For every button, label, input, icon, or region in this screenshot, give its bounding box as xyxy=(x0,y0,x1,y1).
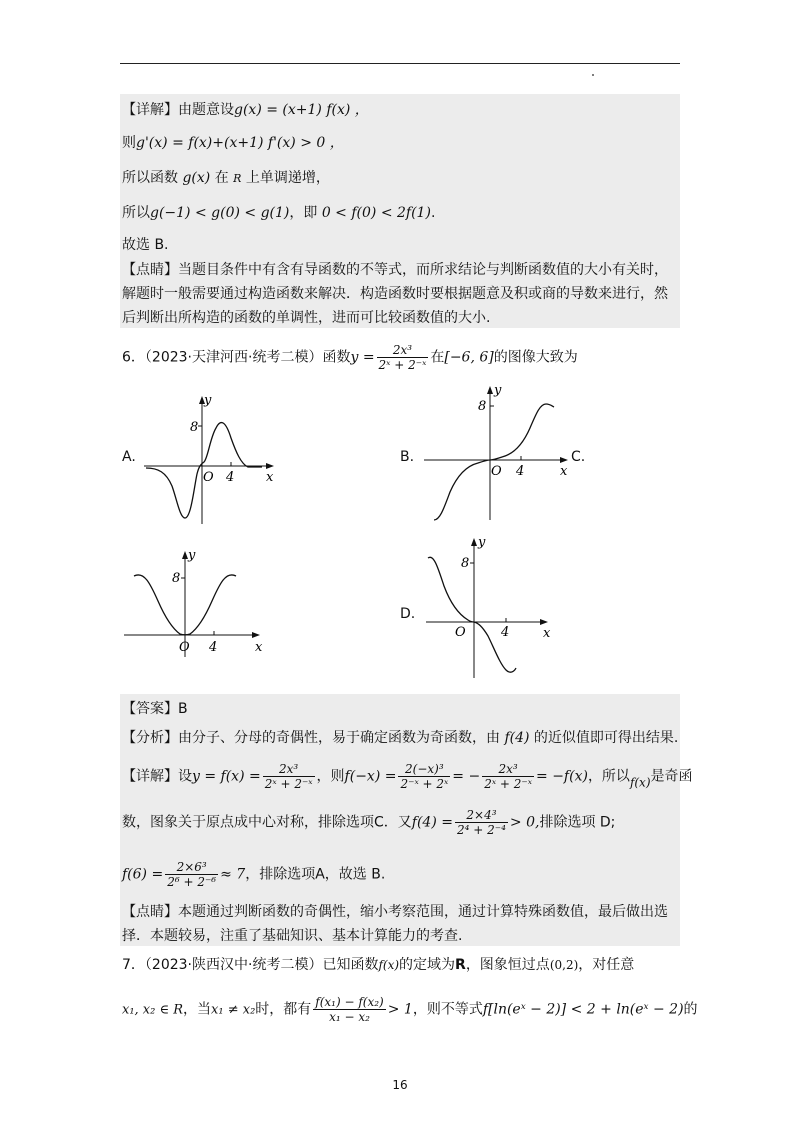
x-arrow-icon xyxy=(560,457,568,463)
question-number: 6． xyxy=(122,349,145,366)
detail6-line1: 【详解】设y = f(x) = $\frac{\text{2x³}}{\text{2ˣ + 2⁻ˣ}}$ ，则f(−x) = $\frac{\text{2(−x)³}}{\text{2⁻ˣ + 2ˣ}}$ = − $\frac{\text{2x³}}{\text{2ˣ + 2⁻ˣ}}$ = −f(x)，所以f(x)是奇函 xyxy=(122,762,693,791)
svg-text:y: y xyxy=(188,548,196,563)
option-b-label: B. xyxy=(400,449,415,465)
g-definition: g(x) = (x+1) f(x) ， xyxy=(234,102,369,118)
sol5-line4: 所以g(−1) < g(0) < g(1)，即 0 < f(0) < 2f(1). xyxy=(122,205,436,221)
svg-text:O: O xyxy=(203,470,214,485)
curve-d xyxy=(428,557,516,672)
question6: 6．（2023·天津河西·统考二模）函数y = $\frac{\text{2x³}}{\text{2ˣ + 2⁻ˣ}}$ 在[−6, 6]的图像大致为 xyxy=(122,343,578,372)
detail-tag: 【详解】 xyxy=(122,102,178,118)
svg-text:4: 4 xyxy=(226,470,235,485)
x-arrow-icon xyxy=(540,619,548,625)
option-a-label: A. xyxy=(122,449,136,465)
note-tag: 【点睛】 xyxy=(122,904,178,920)
y-arrow-icon xyxy=(487,386,493,394)
svg-text:O: O xyxy=(491,464,502,479)
question-source: （2023·天津河西·统考二模） xyxy=(144,349,323,366)
sol5-line1: 【详解】由题意设g(x) = (x+1) f(x) ， xyxy=(122,102,369,118)
svg-text:4: 4 xyxy=(501,625,510,640)
svg-text:8: 8 xyxy=(172,571,181,586)
svg-text:y: y xyxy=(494,383,502,398)
svg-text:x: x xyxy=(560,464,568,479)
svg-text:O: O xyxy=(179,640,190,655)
svg-text:x: x xyxy=(543,626,551,641)
detail6-line2: 数，图象关于原点成中心对称，排除选项C．又f(4) = $\frac{\text{2×4³}}{\text{2⁴ + 2⁻⁴}}$ > 0,排除选项 D; xyxy=(122,808,616,837)
answer-line xyxy=(122,699,188,719)
svg-text:x: x xyxy=(255,640,263,655)
analysis-line: 【分析】由分子、分母的奇偶性，易于确定函数为奇函数，由 f(4) 的近似值即可得出结果. xyxy=(122,730,679,746)
answer-value: B xyxy=(178,701,188,717)
note-tag: 【点睛】 xyxy=(122,262,178,278)
y-arrow-icon xyxy=(471,538,477,546)
svg-text:y: y xyxy=(478,535,486,550)
option-d-label: D. xyxy=(400,606,416,622)
svg-text:8: 8 xyxy=(190,420,199,435)
question-source: （2023·陕西汉中·统考二模） xyxy=(144,957,323,973)
header-dot xyxy=(592,74,594,76)
graph-c xyxy=(118,545,273,660)
sol5-note2: 解题时一般需要通过构造函数来解决．构造函数时要根据题意及积或商的导数来进行，然 xyxy=(122,286,668,302)
x-arrow-icon xyxy=(266,463,274,469)
question-number: 7． xyxy=(122,957,145,973)
note6-line1: 【点睛】本题通过判断函数的奇偶性，缩小考察范围，通过计算特殊函数值，最后做出选 xyxy=(122,904,668,920)
detail6-line3: f(6) = $\frac{\text{2×6³}}{\text{2⁶ + 2⁻⁶}}$ ≈ 7，排除选项A，故选 B. xyxy=(122,860,386,889)
header-rule xyxy=(120,63,680,64)
note6-line2: 择．本题较易，注重了基础知识、基本计算能力的考查. xyxy=(122,928,463,944)
svg-text:8: 8 xyxy=(461,556,470,571)
page-number: 16 xyxy=(392,1078,408,1092)
svg-text:8: 8 xyxy=(478,399,487,414)
question7-line2: x₁, x₂ ∈ R，当x₁ ≠ x₂时，都有 $\frac{\text{f(x₁) − f(x₂)}}{\text{x₁ − x₂}}$ > 1，则不等式f[ln(eˣ − 2)] < 2 + ln(eˣ − 2)的 xyxy=(122,995,698,1024)
option-c-label: C. xyxy=(571,449,586,465)
analysis-tag: 【分析】 xyxy=(122,730,178,746)
derivative-expr: g'(x) = f(x)+(x+1) f'(x) > 0 ， xyxy=(136,135,344,151)
svg-text:y: y xyxy=(204,393,212,408)
detail-tag: 【详解】 xyxy=(122,768,178,785)
sol5-line5: 故选 B. xyxy=(122,237,169,253)
sol5-note1: 【点睛】当题目条件中有含有导函数的不等式，而所求结论与判断函数值的大小有关时， xyxy=(122,262,668,278)
sol5-line2: 则g'(x) = f(x)+(x+1) f'(x) > 0 ， xyxy=(122,135,344,151)
svg-text:x: x xyxy=(266,470,274,485)
graph-a xyxy=(140,388,290,528)
q6-fraction: $\frac{\text{2x³}}{\text{2ˣ + 2⁻ˣ}}$ xyxy=(378,343,427,372)
question7-line1: 7．（2023·陕西汉中·统考二模）已知函数f(x)的定域为R，图象恒过点(0,2)，对任意 xyxy=(122,957,635,973)
sol5-note3: 后判断出所构造的函数的单调性，进而可比较函数值的大小. xyxy=(122,310,491,326)
svg-text:4: 4 xyxy=(516,464,525,479)
x-arrow-icon xyxy=(252,632,260,638)
svg-text:4: 4 xyxy=(209,640,218,655)
curve-b xyxy=(434,404,554,520)
svg-text:O: O xyxy=(455,625,466,640)
graph-d xyxy=(422,532,562,682)
answer-tag: 【答案】 xyxy=(122,701,178,717)
sol5-line3: 所以函数 g(x) 在 R 上单调递增， xyxy=(122,170,330,186)
graph-b xyxy=(420,380,580,525)
